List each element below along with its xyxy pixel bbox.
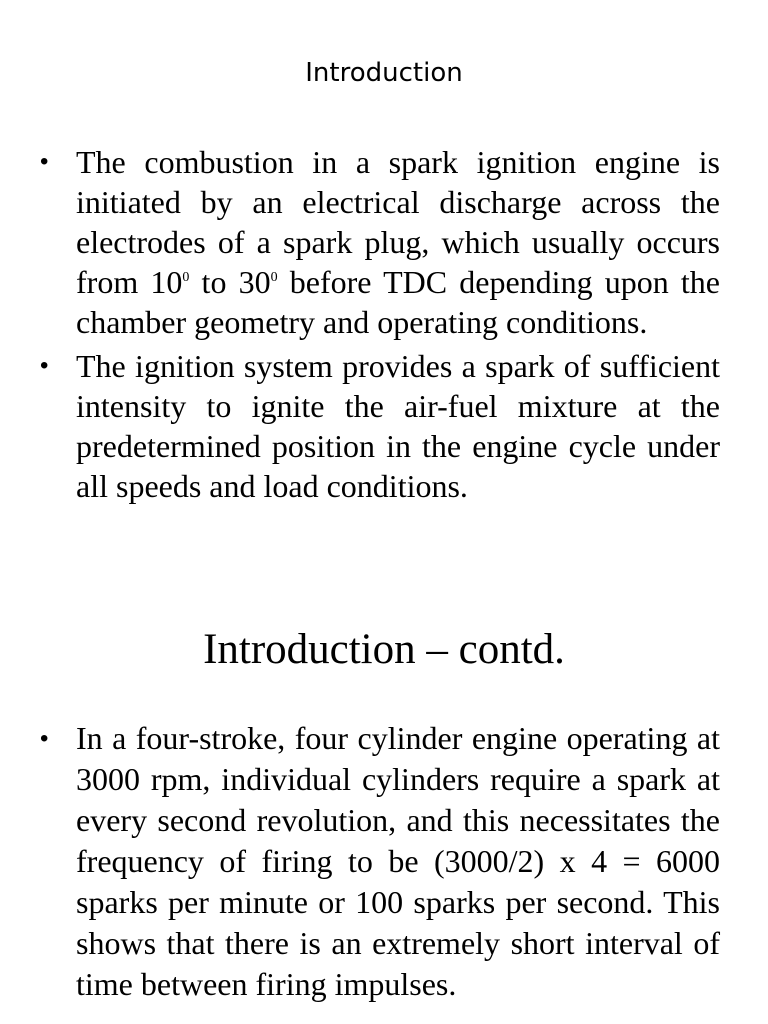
bullet-text: The ignition system provides a spark of sufficient intensity to ignite the air-fuel mixture at the predetermined position in the engine cycle under all speeds and load conditions. <box>76 348 720 504</box>
slide-title: Introduction – contd. <box>203 626 565 673</box>
slide-title: Introduction <box>305 58 463 88</box>
degree-superscript: 0 <box>182 270 190 285</box>
bullet-text: In a four-stroke, four cylinder engine operating at 3000 rpm, individual cylinders require a spark at every second revolution, and this necessitates the frequency of firing to be (3000/2) x 4 = 6000 sparks per minute or 100 sparks per second. This shows that there is an extremely short interval of time between firing impulses. <box>76 720 720 1002</box>
slide-introduction-contd <box>0 600 768 1024</box>
bullet-icon: • <box>40 148 49 175</box>
bullet-icon: • <box>40 725 49 752</box>
bullet-text-part: to 30 <box>189 264 271 300</box>
bullet-icon: • <box>40 352 49 379</box>
bullet-item-combustion <box>40 142 720 342</box>
bullet-text-part: The combustion in a spark ignition engine is initiated by an electrical discharge across the electrodes of a spark plug, which usually occurs from 10 <box>76 144 720 300</box>
bullet-list <box>40 718 720 1009</box>
bullet-list <box>40 142 720 510</box>
bullet-text-part: before TDC depending upon the chamber geometry and operating conditions. <box>76 264 720 340</box>
degree-superscript: 0 <box>270 270 278 285</box>
bullet-item-ignition-system <box>40 346 720 506</box>
bullet-item-four-stroke <box>40 718 720 1005</box>
